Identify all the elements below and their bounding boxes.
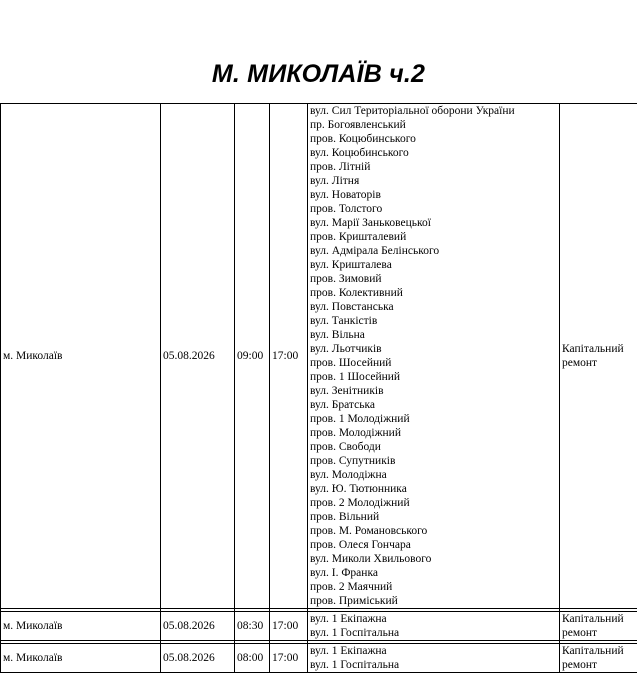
street-item: вул. Повстанська <box>310 301 394 313</box>
time-to-cell: 17:00 <box>270 104 308 609</box>
street-item: пров. Приміський <box>310 595 398 607</box>
time-to-cell: 17:00 <box>270 612 308 641</box>
street-item: пров. 2 Молодіжний <box>310 497 410 509</box>
street-item: вул. 1 Госпітальна <box>310 659 400 671</box>
street-item: вул. Сил Територіальної оборони України <box>310 105 515 117</box>
street-item: пров. 2 Маячний <box>310 581 393 593</box>
street-item: вул. Кришталева <box>310 259 392 271</box>
time-from-cell: 08:30 <box>235 612 270 641</box>
street-item: вул. Зенітників <box>310 385 384 397</box>
table-row <box>1 612 637 641</box>
street-item: вул. Братська <box>310 399 375 411</box>
street-item: пров. 1 Молодіжний <box>310 413 410 425</box>
date-cell: 05.08.2026 <box>161 644 235 673</box>
time-from-cell: 08:00 <box>235 644 270 673</box>
work-type-label: Капітальний ремонт <box>562 613 624 639</box>
street-item: вул. Льотчиків <box>310 343 382 355</box>
street-item: пров. Колективний <box>310 287 403 299</box>
work-type-label: Капітальний ремонт <box>562 645 624 671</box>
table-row <box>1 644 637 673</box>
street-item: пров. Олеся Гончара <box>310 539 411 551</box>
street-item: вул. 1 Екіпажна <box>310 645 387 657</box>
street-item: пров. Шосейний <box>310 357 392 369</box>
street-item: вул. 1 Госпітальна <box>310 627 400 639</box>
street-item: пров. М. Романовського <box>310 525 428 537</box>
street-item: вул. Миколи Хвильового <box>310 553 432 565</box>
street-item: вул. Вільна <box>310 329 365 341</box>
street-item: вул. Новаторів <box>310 189 381 201</box>
street-item: пров. Молодіжний <box>310 427 401 439</box>
street-item: вул. Літня <box>310 175 360 187</box>
settlement-cell: м. Миколаїв <box>1 612 161 641</box>
streets-cell <box>308 644 560 673</box>
street-item: пров. Вільний <box>310 511 380 523</box>
street-item: вул. І. Франка <box>310 567 378 579</box>
settlement-cell: м. Миколаїв <box>1 104 161 609</box>
street-item: вул. Молодіжна <box>310 469 387 481</box>
street-item: пров. Зимовий <box>310 273 382 285</box>
work-type-label: Капітальний ремонт <box>562 343 624 369</box>
street-item: вул. Танкістів <box>310 315 378 327</box>
settlement-cell: м. Миколаїв <box>1 644 161 673</box>
street-item: пров. Кришталевий <box>310 231 407 243</box>
street-item: вул. 1 Екіпажна <box>310 613 387 625</box>
streets-cell <box>308 104 560 609</box>
time-to-cell: 17:00 <box>270 644 308 673</box>
street-item: пров. 1 Шосейний <box>310 371 401 383</box>
street-item: пров. Супутників <box>310 455 396 467</box>
table-body <box>1 104 637 673</box>
street-item: пров. Свободи <box>310 441 381 453</box>
street-item: вул. Ю. Тютюнника <box>310 483 407 495</box>
street-item: пров. Толстого <box>310 203 383 215</box>
page-title: М. МИКОЛАЇВ ч.2 <box>211 60 426 88</box>
date-cell: 05.08.2026 <box>161 104 235 609</box>
time-from-cell: 09:00 <box>235 104 270 609</box>
street-item: пров. Коцюбинського <box>310 133 416 145</box>
street-item: пров. Літній <box>310 161 371 173</box>
street-item: вул. Коцюбинського <box>310 147 409 159</box>
date-cell: 05.08.2026 <box>161 612 235 641</box>
work-type-cell <box>560 644 637 673</box>
street-item: пр. Богоявленський <box>310 119 406 131</box>
work-type-cell <box>560 612 637 641</box>
outage-schedule-table <box>0 103 637 673</box>
street-item: вул. Адмірала Белінського <box>310 245 440 257</box>
work-type-cell <box>560 104 637 609</box>
street-item: вул. Марії Заньковецької <box>310 217 431 229</box>
streets-cell <box>308 612 560 641</box>
table-row <box>1 104 637 609</box>
